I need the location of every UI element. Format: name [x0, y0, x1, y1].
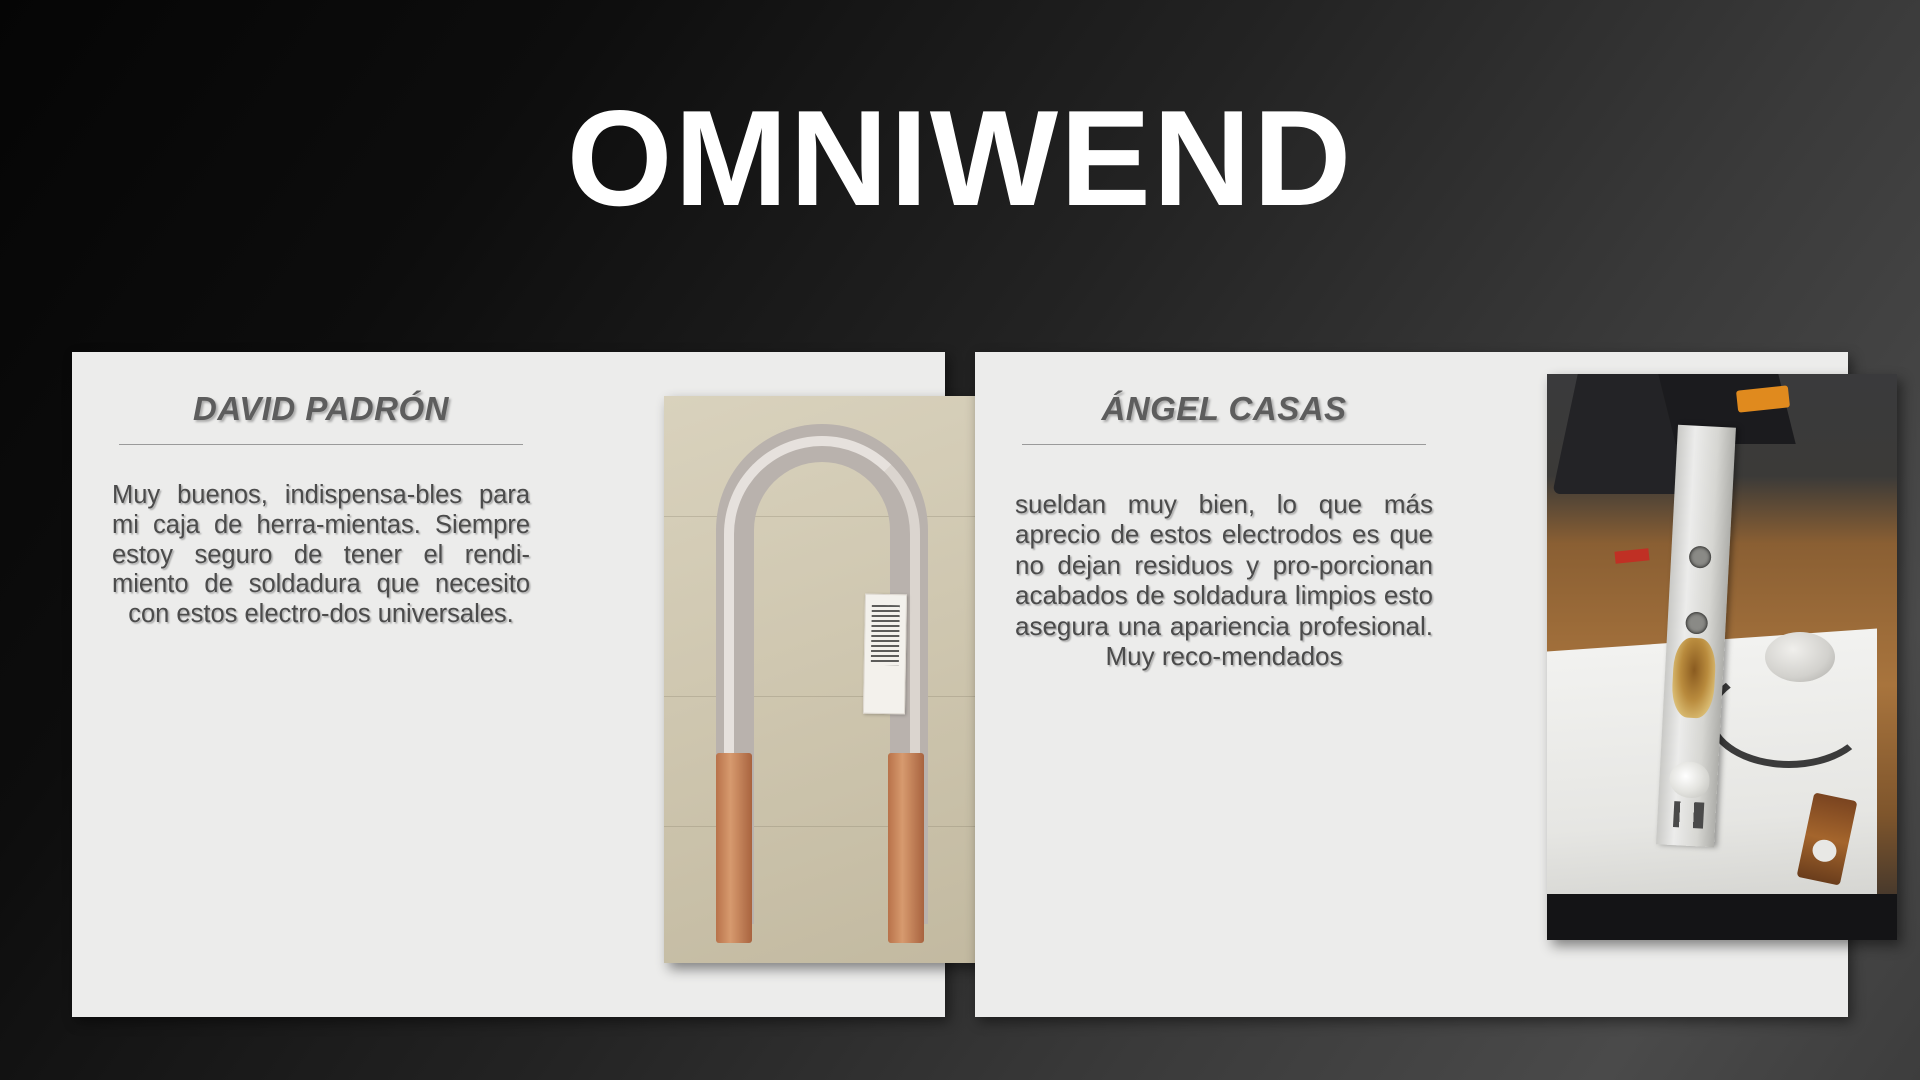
divider: [119, 444, 523, 445]
divider: [1022, 444, 1426, 445]
review-text: Muy buenos, indispensa-bles para mi caja de herra-mientas. Siempre estoy seguro de tener el rendi-miento de soldadura que necesito con estos electro-dos universales.: [112, 481, 530, 629]
review-text: sueldan muy bien, lo que más aprecio de estos electrodos es que no dejan residuos y pro-porcionan acabados de soldadura limpios esto asegura una apariencia profesional. Muy reco-mendados: [1015, 489, 1433, 672]
testimonial-photo-column: [564, 352, 945, 1017]
page-title: OMNIWEND: [566, 82, 1354, 234]
testimonial-card: [975, 352, 1848, 1017]
testimonial-photo-column: [1467, 352, 1848, 1017]
testimonial-cards-row: [72, 352, 1848, 1017]
product-photo-workbench: [1547, 374, 1897, 940]
testimonial-card: [72, 352, 945, 1017]
reviewer-name: DAVID PADRÓN: [193, 390, 449, 427]
reviewer-name: ÁNGEL CASAS: [1101, 390, 1347, 427]
product-photo-electrode: [664, 396, 1009, 963]
testimonial-text-column: [72, 352, 564, 1017]
testimonial-text-column: [975, 352, 1467, 1017]
